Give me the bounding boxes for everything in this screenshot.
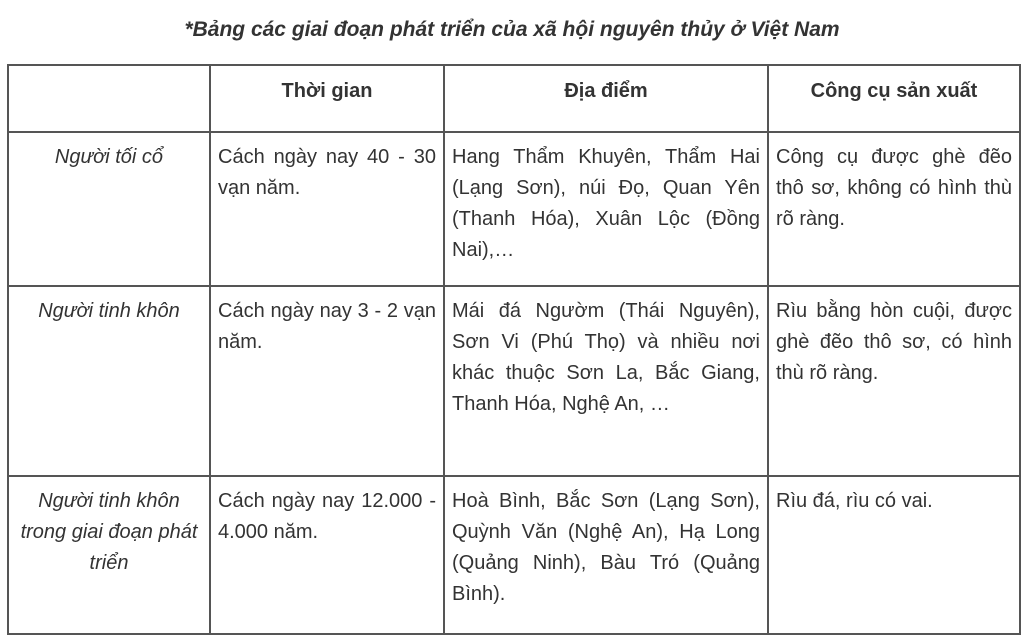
stage-name-cell: Người tinh khôn trong giai đoạn phát triển bbox=[8, 476, 210, 634]
tools-cell: Rìu bằng hòn cuội, được ghè đẽo thô sơ, có hình thù rõ ràng. bbox=[768, 286, 1020, 476]
tools-cell: Rìu đá, rìu có vai. bbox=[768, 476, 1020, 634]
location-cell: Mái đá Ngườm (Thái Nguyên), Sơn Vi (Phú Thọ) và nhiều nơi khác thuộc Sơn La, Bắc Giang, Thanh Hóa, Nghệ An, … bbox=[444, 286, 768, 476]
table-header-row bbox=[8, 65, 1020, 132]
table-row bbox=[8, 286, 1020, 476]
table-row bbox=[8, 132, 1020, 286]
header-tools: Công cụ sản xuất bbox=[768, 65, 1020, 132]
time-cell: Cách ngày nay 40 - 30 vạn năm. bbox=[210, 132, 444, 286]
location-cell: Hang Thẩm Khuyên, Thẩm Hai (Lạng Sơn), núi Đọ, Quan Yên (Thanh Hóa), Xuân Lộc (Đồng Nai),… bbox=[444, 132, 768, 286]
stages-table bbox=[7, 64, 1021, 635]
stage-name-cell: Người tối cổ bbox=[8, 132, 210, 286]
header-time: Thời gian bbox=[210, 65, 444, 132]
time-cell: Cách ngày nay 12.000 - 4.000 năm. bbox=[210, 476, 444, 634]
header-empty-cell bbox=[8, 65, 210, 132]
header-location: Địa điểm bbox=[444, 65, 768, 132]
table-row bbox=[8, 476, 1020, 634]
page-title: *Bảng các giai đoạn phát triển của xã hội nguyên thủy ở Việt Nam bbox=[184, 18, 840, 41]
tools-cell: Công cụ được ghè đẽo thô sơ, không có hình thù rõ ràng. bbox=[768, 132, 1020, 286]
location-cell: Hoà Bình, Bắc Sơn (Lạng Sơn), Quỳnh Văn (Nghệ An), Hạ Long (Quảng Ninh), Bàu Tró (Quảng Bình). bbox=[444, 476, 768, 634]
stage-name-cell: Người tinh khôn bbox=[8, 286, 210, 476]
time-cell: Cách ngày nay 3 - 2 vạn năm. bbox=[210, 286, 444, 476]
